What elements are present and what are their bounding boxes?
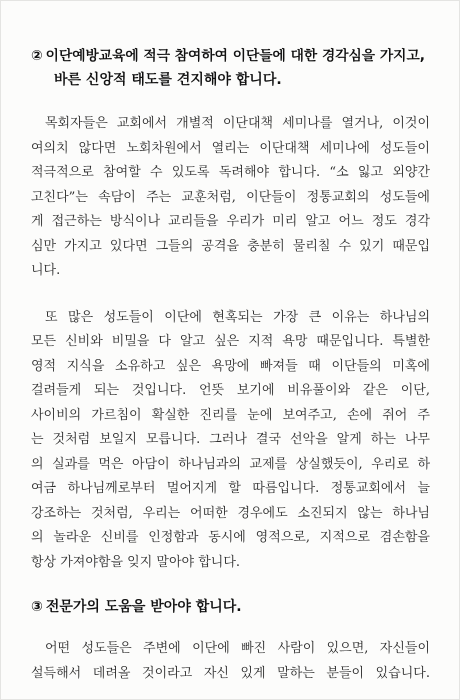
paragraph-1-line: 여의치 않다면 노회차원에서 열리는 이단대책 세미나에 성도들이 xyxy=(31,140,430,156)
section-2-heading-line-1 xyxy=(31,44,430,68)
paragraph-2-line: 사이비의 가르침이 확실한 진리를 눈에 보여주고, 손에 쥐어 주 xyxy=(31,407,430,423)
section-3-heading xyxy=(31,595,430,619)
paragraph-1-line: 적극적으로 참여할 수 있도록 독려해야 합니다. “소 잃고 외양간 xyxy=(31,165,430,180)
section-3-number: ③ xyxy=(31,599,43,615)
paragraph-2-line: 강조하는 것처럼, 우리는 어떠한 경우에도 소진되지 않는 하나님 xyxy=(31,505,430,521)
paragraph-2-line: 는 것처럼 보일지 모릅니다. 그러나 결국 선악을 알게 하는 나무 xyxy=(31,432,430,447)
section-2-title-line-1: 이단예방교육에 적극 참여하여 이단들에 대한 경각심을 가지고, xyxy=(45,48,425,64)
paragraph-2-line: 모든 신비와 비밀을 다 알고 싶은 지적 욕망 때문입니다. 특별한 xyxy=(31,334,430,349)
section-2-title-line-2: 바른 신앙적 태도를 견지해야 합니다. xyxy=(54,72,282,88)
paragraph-2-line: 또 많은 성도들이 이단에 현혹되는 가장 큰 이유는 하나님의 xyxy=(45,309,430,325)
paragraph-1-line: 게 접근하는 방식이나 교리들을 우리가 미리 알고 어느 정도 경각 xyxy=(31,214,430,229)
paragraph-2-line: 의 실과를 먹은 아담이 하나님과의 교제를 상실했듯이, 우리로 하 xyxy=(31,456,430,472)
paragraph-1-line: 목회자들은 교회에서 개별적 이단대책 세미나를 열거나, 이것이 xyxy=(45,116,430,131)
section-3-heading-line xyxy=(31,595,430,619)
paragraph-1-line: 심만 가지고 있다면 그들의 공격을 충분히 물리칠 수 있기 때문입 xyxy=(31,238,430,254)
paragraph-2 xyxy=(31,306,430,576)
paragraph-2-line: 항상 가져야함을 잊지 말아야 합니다. xyxy=(31,554,241,570)
section-3-title: 전문가의 도움을 받아야 합니다. xyxy=(45,599,242,615)
paragraph-1-line: 니다. xyxy=(31,263,61,278)
section-2-number: ② xyxy=(31,48,43,64)
paragraph-1-line: 고친다”는 속담이 주는 교훈처럼, 이단들이 정통교회의 성도들에 xyxy=(31,189,430,205)
paragraph-3-line: 설득해서 데려올 것이라고 자신 있게 말하는 분들이 있습니다. xyxy=(31,665,430,681)
section-2-heading xyxy=(31,44,430,92)
paragraph-2-line: 영적 지식을 소유하고 싶은 욕망에 빠져들 때 이단들의 미혹에 xyxy=(31,358,430,374)
paragraph-2-line: 여금 하나님께로부터 멀어지게 할 따름입니다. 정통교회에서 늘 xyxy=(31,481,430,496)
paragraph-1 xyxy=(31,112,430,284)
paragraph-2-line: 의 놀라운 신비를 인정함과 동시에 영적으로, 지적으로 겸손함을 xyxy=(31,530,430,545)
paragraph-3 xyxy=(31,637,430,686)
paragraph-3-line: 어떤 성도들은 주변에 이단에 빠진 사람이 있으면, 자신들이 xyxy=(45,641,430,656)
paragraph-2-line: 걸려들게 되는 것입니다. 언뜻 보기에 비유풀이와 같은 이단, xyxy=(31,383,430,398)
